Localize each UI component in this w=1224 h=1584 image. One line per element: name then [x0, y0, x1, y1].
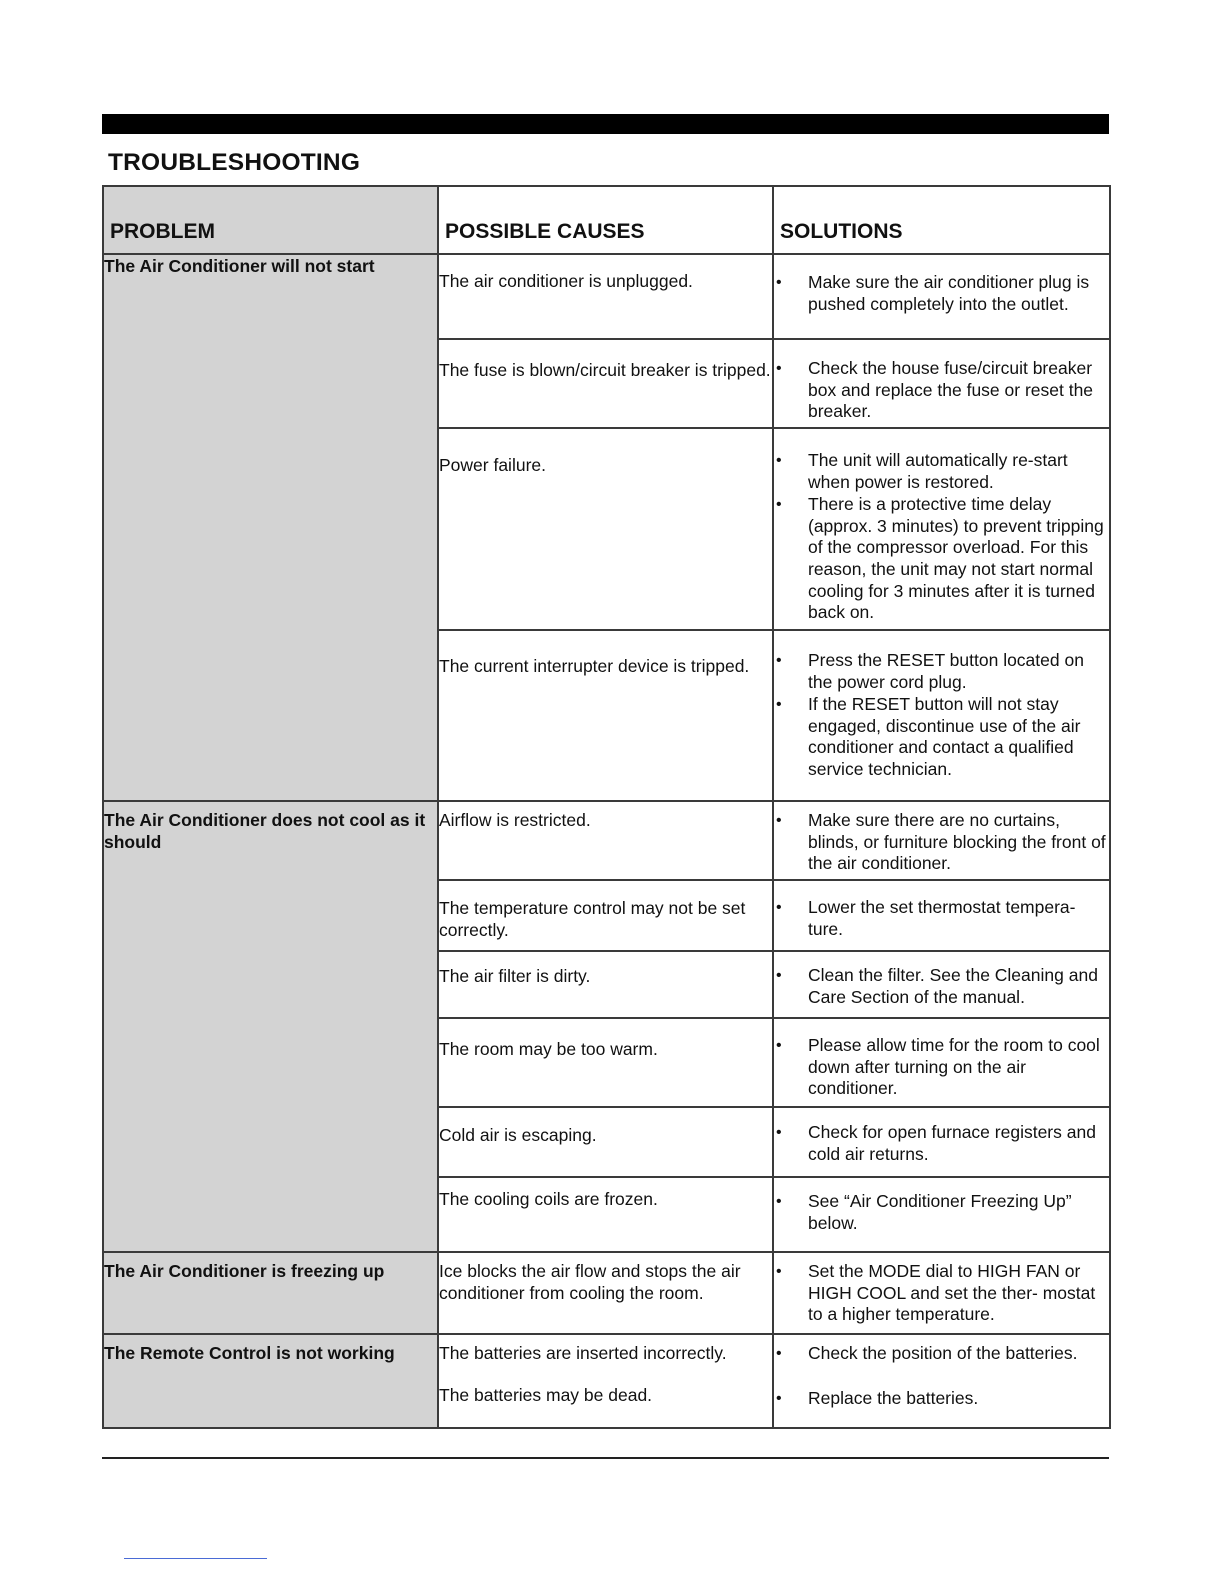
table-row — [103, 254, 1110, 339]
solution-cell — [773, 801, 1110, 880]
page-title: TROUBLESHOOTING — [108, 149, 361, 176]
cause-cell: Power failure. — [438, 428, 773, 630]
table-row — [103, 801, 1110, 880]
cause-cell: Ice blocks the air flow and stops the air conditioner from cooling the room. — [438, 1252, 773, 1334]
solution-item: • Make sure the air conditioner plug is pushed completely into the outlet. — [774, 272, 1109, 315]
cause-cell: Cold air is escaping. — [438, 1107, 773, 1177]
solution-cell — [773, 1018, 1110, 1107]
footer-link-underline — [124, 1558, 267, 1559]
cause-cell: The air conditioner is unplugged. — [438, 254, 773, 339]
cause-text: The batteries may be dead. — [439, 1385, 653, 1405]
solution-item: • The unit will automatically re-start when power is restored. — [774, 450, 1109, 493]
solution-cell — [773, 339, 1110, 428]
cause-cell: The air filter is dirty. — [438, 951, 773, 1018]
troubleshooting-table — [102, 185, 1111, 1429]
solution-cell — [773, 1107, 1110, 1177]
problem-cell: The Air Conditioner is freezing up — [103, 1252, 438, 1334]
header-bar — [102, 114, 1109, 134]
solution-item: • Make sure there are no curtains, blinds, or furniture blocking the front of the air conditioner. — [774, 810, 1109, 875]
problem-cell: The Air Conditioner does not cool as it should — [103, 801, 438, 1252]
solution-item: • There is a protective time delay (approx. 3 minutes) to prevent tripping of the compressor overload. For this reason, the unit may not start normal cooling for 3 minutes after it is turned back on. — [774, 494, 1109, 624]
solution-item: • Check the house fuse/circuit breaker box and replace the fuse or reset the breaker. — [774, 358, 1109, 423]
header-solutions: SOLUTIONS — [773, 186, 1110, 254]
solution-item: • Press the RESET button located on the power cord plug. — [774, 650, 1109, 693]
solution-cell — [773, 254, 1110, 339]
solution-item: • Please allow time for the room to cool down after turning on the air conditioner. — [774, 1035, 1109, 1100]
solution-cell — [773, 1252, 1110, 1334]
solution-cell — [773, 951, 1110, 1018]
cause-cell: The fuse is blown/circuit breaker is tripped. — [438, 339, 773, 428]
solution-item: • If the RESET button will not stay engaged, discontinue use of the air conditioner and contact a qualified service technician. — [774, 694, 1109, 780]
cause-cell — [438, 1334, 773, 1428]
solution-item: • See “Air Conditioner Freezing Up” below. — [774, 1191, 1109, 1234]
header-possible-causes: POSSIBLE CAUSES — [438, 186, 773, 254]
cause-cell: The room may be too warm. — [438, 1018, 773, 1107]
cause-cell: Airflow is restricted. — [438, 801, 773, 880]
solution-cell — [773, 1334, 1110, 1428]
solution-item: • Set the MODE dial to HIGH FAN or HIGH COOL and set the ther- mostat to a higher temperature. — [774, 1261, 1109, 1326]
solution-cell — [773, 428, 1110, 630]
table-row — [103, 1252, 1110, 1334]
header-problem: PROBLEM — [103, 186, 438, 254]
solution-item: • Clean the filter. See the Cleaning and Care Section of the manual. — [774, 965, 1109, 1008]
cause-cell: The current interrupter device is tripped. — [438, 630, 773, 801]
cause-cell: The temperature control may not be set correctly. — [438, 880, 773, 951]
problem-cell: The Air Conditioner will not start — [103, 254, 438, 801]
solution-cell — [773, 1177, 1110, 1252]
solution-item: • Lower the set thermostat tempera- ture. — [774, 897, 1109, 940]
solution-cell — [773, 880, 1110, 951]
cause-text: The batteries are inserted incorrectly. — [439, 1343, 727, 1363]
footer-rule — [102, 1457, 1109, 1459]
cause-cell: The cooling coils are frozen. — [438, 1177, 773, 1252]
table-row — [103, 1334, 1110, 1428]
header-row — [103, 186, 1110, 254]
solution-cell — [773, 630, 1110, 801]
solution-item: • Check for open furnace registers and cold air returns. — [774, 1122, 1109, 1165]
problem-cell: The Remote Control is not working — [103, 1334, 438, 1428]
solution-item: • Replace the batteries. — [774, 1388, 1109, 1410]
solution-item: • Check the position of the batteries. — [774, 1343, 1109, 1365]
